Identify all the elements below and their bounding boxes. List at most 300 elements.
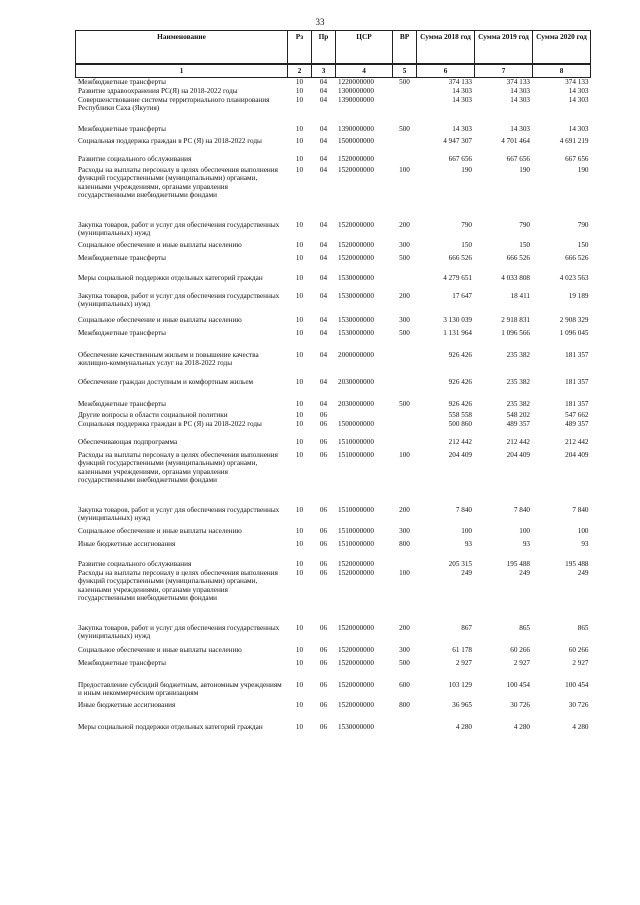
header-sum-2019: Сумма 2019 год	[475, 31, 533, 65]
row-sum-2019: 489 357	[506, 420, 530, 428]
table-row	[76, 125, 591, 137]
row-pr: 06	[319, 681, 328, 689]
row-vr: 200	[399, 292, 410, 300]
row-sum-2018: 204 409	[448, 451, 472, 459]
row-vr: 100	[399, 569, 410, 577]
row-pr: 06	[319, 527, 328, 535]
table-row	[76, 378, 591, 400]
row-csr: 2030000000	[338, 400, 374, 408]
row-rz: 10	[295, 137, 304, 145]
row-csr: 1510000000	[338, 540, 374, 548]
header-rz: Рз	[288, 31, 312, 65]
row-sum-2018: 14 303	[452, 125, 472, 133]
row-sum-2019: 548 202	[506, 411, 530, 419]
row-rz: 10	[295, 527, 304, 535]
row-sum-2018: 926 426	[448, 351, 472, 359]
row-csr: 1220000000	[338, 78, 374, 86]
row-name: Социальное обеспечение и иные выплаты населению	[78, 646, 242, 654]
table-row	[76, 316, 591, 329]
row-sum-2018: 14 303	[452, 96, 472, 104]
row-sum-2020: 249	[577, 569, 589, 577]
row-rz: 10	[295, 166, 304, 174]
row-name: Межбюджетные трансферты	[78, 659, 166, 667]
row-sum-2020: 4 023 563	[559, 274, 589, 282]
row-sum-2018: 249	[461, 569, 472, 577]
row-rz: 10	[295, 125, 304, 133]
row-sum-2020: 865	[577, 624, 589, 632]
row-vr: 500	[399, 400, 410, 408]
row-vr	[393, 274, 417, 292]
row-csr: 1390000000	[338, 125, 374, 133]
row-sum-2020: 2 927	[572, 659, 589, 667]
row-pr: 06	[319, 451, 328, 459]
row-csr: 1520000000	[338, 560, 374, 568]
row-sum-2019: 666 526	[506, 254, 530, 262]
row-sum-2020: 1 096 045	[559, 329, 589, 337]
table-header	[76, 31, 591, 65]
row-name: Социальное обеспечение и иные выплаты населению	[78, 241, 242, 249]
row-pr: 06	[319, 560, 328, 568]
table-row	[76, 329, 591, 351]
row-rz: 10	[295, 221, 304, 229]
row-sum-2018: 867	[461, 624, 472, 632]
row-pr: 04	[319, 292, 328, 300]
row-csr: 1520000000	[338, 681, 374, 689]
row-name: Социальная поддержка граждан в РС (Я) на 2018-2022 годы	[78, 420, 262, 428]
row-sum-2020: 667 656	[565, 155, 589, 163]
row-csr: 2000000000	[338, 351, 374, 359]
row-sum-2018: 212 442	[448, 438, 472, 446]
row-rz: 10	[295, 87, 304, 95]
row-rz: 10	[295, 540, 304, 548]
row-sum-2020: 666 526	[565, 254, 589, 262]
row-name: Межбюджетные трансферты	[78, 329, 166, 337]
row-sum-2018: 500 860	[448, 420, 472, 428]
row-sum-2019: 204 409	[506, 451, 530, 459]
row-name: Предоставление субсидий бюджетным, автономным учреждениям и иным некоммерческим организациям	[78, 681, 282, 698]
row-sum-2018: 190	[461, 166, 472, 174]
table-row	[76, 527, 591, 540]
row-pr: 04	[319, 125, 328, 133]
row-sum-2020: 195 488	[565, 560, 589, 568]
row-rz: 10	[295, 723, 304, 731]
row-rz: 10	[295, 378, 304, 386]
row-vr: 200	[399, 624, 410, 632]
row-sum-2018: 926 426	[448, 378, 472, 386]
row-csr: 1520000000	[338, 166, 374, 174]
row-pr: 04	[319, 221, 328, 229]
row-pr: 04	[319, 166, 328, 174]
row-pr: 06	[319, 624, 328, 632]
header-vr: ВР	[393, 31, 417, 65]
column-index: 5	[393, 64, 417, 78]
row-vr: 200	[399, 221, 410, 229]
row-name: Расходы на выплаты персоналу в целях обеспечения выполнения функций государственными (муниципальными) органами, казенными учреждениями, органами управления государственными внебюджетными фондами	[78, 451, 278, 485]
row-rz: 10	[295, 155, 304, 163]
row-sum-2018: 4 280	[455, 723, 472, 731]
header-sum-2020: Сумма 2020 год	[533, 31, 591, 65]
column-index: 4	[336, 64, 393, 78]
row-csr: 1520000000	[338, 646, 374, 654]
column-index: 6	[417, 64, 475, 78]
row-rz: 10	[295, 646, 304, 654]
row-pr: 04	[319, 351, 328, 359]
column-index: 2	[288, 64, 312, 78]
row-sum-2020: 150	[577, 241, 589, 249]
row-vr: 800	[399, 701, 410, 709]
row-sum-2019: 2 927	[513, 659, 530, 667]
row-csr	[336, 411, 393, 420]
row-sum-2020: 93	[581, 540, 589, 548]
row-csr: 1520000000	[338, 624, 374, 632]
row-name: Социальная поддержка граждан в РС (Я) на 2018-2022 годы	[78, 137, 262, 145]
row-pr: 06	[319, 438, 328, 446]
row-vr: 500	[399, 329, 410, 337]
row-csr: 1500000000	[338, 420, 374, 428]
row-rz: 10	[295, 506, 304, 514]
row-rz: 10	[295, 624, 304, 632]
row-sum-2019: 14 303	[510, 125, 530, 133]
row-pr: 04	[319, 78, 328, 86]
row-vr	[393, 137, 417, 155]
row-vr	[393, 351, 417, 378]
row-sum-2020: 30 726	[568, 701, 589, 709]
row-csr: 1530000000	[338, 316, 374, 324]
row-csr: 1510000000	[338, 506, 374, 514]
row-name: Совершенствование системы территориального планирования Республики Саха (Якутия)	[78, 96, 270, 113]
row-name: Закупка товаров, работ и услуг для обеспечения государственных (муниципальных) нужд	[78, 624, 280, 641]
row-sum-2019: 1 096 566	[501, 329, 530, 337]
row-sum-2019: 235 382	[506, 351, 530, 359]
row-sum-2018: 7 840	[455, 506, 472, 514]
header-sum-2018: Сумма 2018 год	[417, 31, 475, 65]
row-name: Развитие социального обслуживания	[78, 560, 192, 568]
row-pr: 06	[319, 723, 328, 731]
row-name: Обеспечение граждан доступным и комфортным жильем	[78, 378, 254, 386]
table-row	[76, 78, 591, 88]
row-sum-2018: 36 965	[452, 701, 472, 709]
row-name: Развитие здравоохранения РС(Я) на 2018-2022 годы	[78, 87, 238, 95]
row-name: Межбюджетные трансферты	[78, 125, 166, 133]
row-vr: 500	[399, 78, 410, 86]
row-vr	[393, 723, 417, 741]
row-sum-2020: 14 303	[568, 96, 589, 104]
row-sum-2019: 30 726	[510, 701, 530, 709]
row-sum-2018: 100	[461, 527, 472, 535]
row-name: Межбюджетные трансферты	[78, 78, 166, 86]
row-name: Межбюджетные трансферты	[78, 254, 166, 262]
row-sum-2018: 2 927	[455, 659, 472, 667]
header-pr: Пр	[312, 31, 336, 65]
row-csr: 1520000000	[338, 221, 374, 229]
row-sum-2020: 374 133	[565, 78, 589, 86]
table-row	[76, 166, 591, 221]
row-pr: 06	[319, 420, 328, 428]
row-sum-2020: 100	[577, 527, 589, 535]
table-row	[76, 137, 591, 155]
table-row	[76, 351, 591, 378]
row-name: Закупка товаров, работ и услуг для обеспечения государственных (муниципальных) нужд	[78, 506, 280, 523]
row-name: Иные бюджетные ассигнования	[78, 701, 176, 709]
row-vr: 300	[399, 527, 410, 535]
row-sum-2020: 14 303	[568, 87, 589, 95]
row-pr: 04	[319, 137, 328, 145]
row-sum-2019: 60 266	[510, 646, 530, 654]
row-pr: 04	[319, 329, 328, 337]
row-pr: 06	[319, 659, 328, 667]
row-vr	[393, 378, 417, 400]
table-body	[76, 78, 591, 742]
row-sum-2020: 4 691 219	[559, 137, 589, 145]
table-row	[76, 540, 591, 560]
row-vr	[393, 87, 417, 96]
row-rz: 10	[295, 274, 304, 282]
table-row	[76, 646, 591, 659]
row-vr: 500	[399, 659, 410, 667]
row-sum-2020: 204 409	[565, 451, 589, 459]
row-sum-2018: 4 279 651	[443, 274, 472, 282]
row-sum-2018: 93	[464, 540, 472, 548]
row-vr: 200	[399, 506, 410, 514]
row-name: Обеспечивающая подпрограмма	[78, 438, 178, 446]
row-csr: 1520000000	[338, 701, 374, 709]
row-name: Социальное обеспечение и иные выплаты населению	[78, 527, 242, 535]
row-rz: 10	[295, 400, 304, 408]
row-sum-2020: 181 357	[565, 400, 589, 408]
row-sum-2019: 374 133	[506, 78, 530, 86]
row-pr: 04	[319, 274, 328, 282]
column-index-row	[76, 64, 591, 78]
row-sum-2020: 4 280	[572, 723, 589, 731]
row-csr: 1500000000	[338, 137, 374, 145]
row-sum-2019: 235 382	[506, 378, 530, 386]
row-sum-2019: 190	[519, 166, 530, 174]
row-sum-2020: 2 908 329	[559, 316, 589, 324]
row-sum-2018: 667 656	[448, 155, 472, 163]
table-row	[76, 96, 591, 125]
row-sum-2019: 2 918 831	[501, 316, 530, 324]
row-sum-2020: 100 454	[565, 681, 589, 689]
column-index: 1	[76, 64, 288, 78]
row-csr: 1530000000	[338, 292, 374, 300]
row-sum-2019: 249	[519, 569, 530, 577]
page-number: 33	[315, 17, 325, 27]
row-sum-2018: 17 647	[452, 292, 472, 300]
row-name: Закупка товаров, работ и услуг для обеспечения государственных (муниципальных) нужд	[78, 221, 280, 238]
row-rz: 10	[295, 569, 304, 577]
row-sum-2019: 7 840	[513, 506, 530, 514]
row-rz: 10	[295, 701, 304, 709]
table-row	[76, 701, 591, 723]
row-rz: 10	[295, 681, 304, 689]
row-rz: 10	[295, 241, 304, 249]
row-rz: 10	[295, 438, 304, 446]
row-sum-2020: 60 266	[568, 646, 589, 654]
row-sum-2019: 4 033 808	[501, 274, 530, 282]
row-vr: 300	[399, 646, 410, 654]
row-rz: 10	[295, 78, 304, 86]
row-vr: 500	[399, 254, 410, 262]
row-csr: 1300000000	[338, 87, 374, 95]
row-sum-2019: 14 303	[510, 87, 530, 95]
table-row	[76, 221, 591, 241]
row-rz: 10	[295, 420, 304, 428]
row-vr	[393, 560, 417, 569]
row-sum-2020: 489 357	[565, 420, 589, 428]
row-pr: 04	[319, 96, 328, 104]
row-csr: 1530000000	[338, 723, 374, 731]
row-sum-2018: 1 131 964	[443, 329, 472, 337]
row-sum-2018: 790	[461, 221, 472, 229]
row-sum-2019: 100 454	[506, 681, 530, 689]
row-sum-2018: 205 315	[448, 560, 472, 568]
table-row	[76, 254, 591, 274]
row-sum-2018: 374 133	[448, 78, 472, 86]
row-sum-2018: 666 526	[448, 254, 472, 262]
row-sum-2018: 150	[461, 241, 472, 249]
row-pr: 06	[319, 506, 328, 514]
row-vr: 300	[399, 316, 410, 324]
row-vr: 100	[399, 166, 410, 174]
row-sum-2019: 790	[519, 221, 530, 229]
row-sum-2020: 790	[577, 221, 589, 229]
row-vr	[393, 411, 417, 420]
row-sum-2018: 4 947 307	[443, 137, 472, 145]
row-sum-2019: 150	[519, 241, 530, 249]
row-csr: 1520000000	[338, 659, 374, 667]
row-rz: 10	[295, 411, 304, 419]
row-sum-2019: 212 442	[506, 438, 530, 446]
row-rz: 10	[295, 316, 304, 324]
row-name: Меры социальной поддержки отдельных категорий граждан	[78, 723, 263, 731]
row-csr: 2030000000	[338, 378, 374, 386]
row-rz: 10	[295, 560, 304, 568]
row-rz: 10	[295, 292, 304, 300]
table-row	[76, 87, 591, 96]
row-name: Развитие социального обслуживания	[78, 155, 192, 163]
row-sum-2020: 212 442	[565, 438, 589, 446]
row-pr: 04	[319, 254, 328, 262]
row-sum-2019: 865	[519, 624, 530, 632]
table-row	[76, 400, 591, 411]
header-name: Наименование	[76, 31, 288, 65]
table-row	[76, 659, 591, 681]
row-sum-2019: 93	[522, 540, 530, 548]
row-csr: 1530000000	[338, 274, 374, 282]
row-sum-2019: 195 488	[506, 560, 530, 568]
row-sum-2019: 18 411	[510, 292, 530, 300]
row-pr: 06	[319, 411, 328, 419]
row-sum-2019: 14 303	[510, 96, 530, 104]
row-sum-2019: 667 656	[506, 155, 530, 163]
row-name: Социальное обеспечение и иные выплаты населению	[78, 316, 242, 324]
row-name: Расходы на выплаты персоналу в целях обеспечения выполнения функций государственными (муниципальными) органами, казенными учреждениями, органами управления государственными внебюджетными фондами	[78, 569, 278, 603]
row-csr: 1530000000	[338, 329, 374, 337]
row-pr: 04	[319, 241, 328, 249]
row-pr: 06	[319, 701, 328, 709]
row-rz: 10	[295, 351, 304, 359]
table-row	[76, 411, 591, 420]
row-sum-2018: 103 129	[448, 681, 472, 689]
row-csr: 1510000000	[338, 451, 374, 459]
row-vr	[393, 438, 417, 451]
row-rz: 10	[295, 254, 304, 262]
table-row	[76, 560, 591, 569]
row-pr: 04	[319, 155, 328, 163]
row-pr: 04	[319, 87, 328, 95]
table-row	[76, 624, 591, 646]
row-vr	[393, 96, 417, 125]
row-csr: 1510000000	[338, 527, 374, 535]
row-sum-2020: 14 303	[568, 125, 589, 133]
row-sum-2018: 926 426	[448, 400, 472, 408]
row-sum-2018: 3 130 039	[443, 316, 472, 324]
row-name: Иные бюджетные ассигнования	[78, 540, 176, 548]
row-name: Расходы на выплаты персоналу в целях обеспечения выполнения функций государственными (муниципальными) органами, казенными учреждениями, органами управления государственными внебюджетными фондами	[78, 166, 278, 200]
row-csr: 1390000000	[338, 96, 374, 104]
table-row	[76, 155, 591, 166]
row-sum-2018: 14 303	[452, 87, 472, 95]
row-csr: 1520000000	[338, 241, 374, 249]
row-sum-2020: 547 662	[565, 411, 589, 419]
row-pr: 04	[319, 378, 328, 386]
table-row	[76, 681, 591, 701]
row-vr: 600	[399, 681, 410, 689]
row-rz: 10	[295, 96, 304, 104]
row-vr: 500	[399, 125, 410, 133]
row-name: Обеспечение качественным жильем и повышение качества жилищно-коммунальных услуг на 2018-2022 годы	[78, 351, 259, 368]
row-pr: 04	[319, 400, 328, 408]
row-csr: 1520000000	[338, 155, 374, 163]
row-vr: 100	[399, 451, 410, 459]
row-sum-2018: 558 558	[448, 411, 472, 419]
column-index: 3	[312, 64, 336, 78]
row-vr: 800	[399, 540, 410, 548]
row-rz: 10	[295, 451, 304, 459]
row-name: Другие вопросы в области социальной политики	[78, 411, 228, 419]
table-row	[76, 420, 591, 438]
row-sum-2020: 181 357	[565, 378, 589, 386]
column-index: 7	[475, 64, 533, 78]
row-sum-2019: 235 382	[506, 400, 530, 408]
row-sum-2020: 190	[577, 166, 589, 174]
budget-table	[75, 30, 591, 741]
column-index: 8	[533, 64, 591, 78]
row-sum-2020: 7 840	[572, 506, 589, 514]
row-sum-2020: 19 189	[568, 292, 589, 300]
row-sum-2019: 100	[519, 527, 530, 535]
row-rz: 10	[295, 329, 304, 337]
row-name: Меры социальной поддержки отдельных категорий граждан	[78, 274, 263, 282]
row-pr: 06	[319, 569, 328, 577]
table-row	[76, 292, 591, 316]
table-row	[76, 569, 591, 624]
row-pr: 06	[319, 540, 328, 548]
table-row	[76, 723, 591, 741]
row-sum-2019: 4 280	[513, 723, 530, 731]
row-vr	[393, 420, 417, 438]
row-csr: 1520000000	[338, 254, 374, 262]
row-vr: 300	[399, 241, 410, 249]
row-name: Межбюджетные трансферты	[78, 400, 166, 408]
row-sum-2020: 181 357	[565, 351, 589, 359]
table-row	[76, 506, 591, 527]
row-csr: 1510000000	[338, 438, 374, 446]
row-pr: 04	[319, 316, 328, 324]
row-rz: 10	[295, 659, 304, 667]
row-pr: 06	[319, 646, 328, 654]
table-row	[76, 451, 591, 506]
